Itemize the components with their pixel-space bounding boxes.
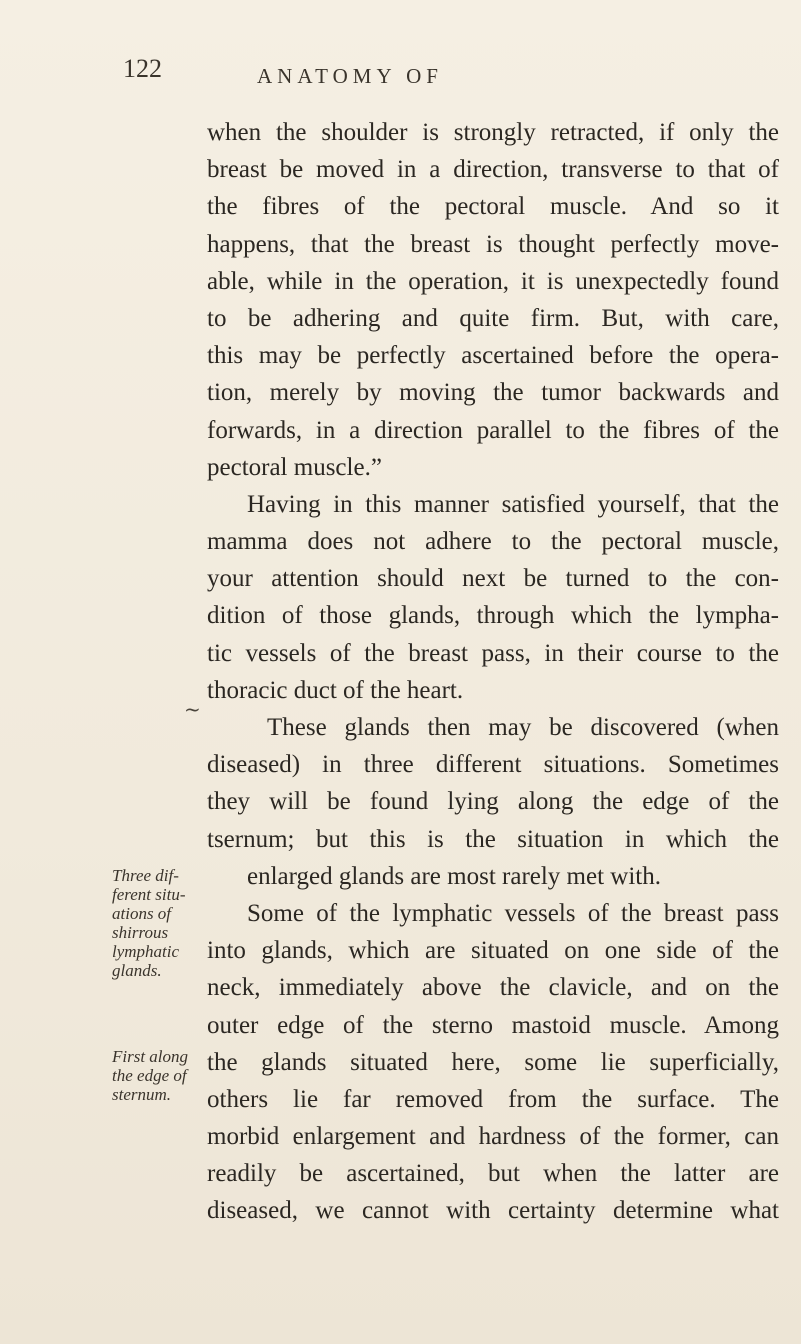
text-line: diseased, we cannot with certainty determine what xyxy=(207,1197,779,1225)
text-line: diseased) in three different situations. Sometimes xyxy=(207,751,779,779)
text-line: the glands situated here, some lie superficially, xyxy=(207,1048,779,1076)
text-line: breast be moved in a direction, transverse to that of xyxy=(207,156,779,184)
text-line: tsernum; but this is the situation in which the xyxy=(207,825,779,853)
text-line: when the shoulder is strongly retracted, if only the xyxy=(207,119,779,146)
text-line: into glands, which are situated on one side of the xyxy=(207,937,779,965)
text-line: to be adhering and quite firm. But, with care, xyxy=(207,304,779,332)
text-line: morbid enlargement and hardness of the former, can xyxy=(207,1123,779,1151)
text-line: These glands then may be discovered (when xyxy=(267,714,779,741)
text-line: this may be perfectly ascertained before the opera- xyxy=(207,342,779,370)
page-number: 122 xyxy=(123,54,162,83)
margin-tick-mark: ~ xyxy=(184,697,201,721)
text-line: dition of those glands, through which the lympha- xyxy=(207,602,779,630)
text-line: readily be ascertained, but when the latter are xyxy=(207,1160,779,1188)
text-line: able, while in the operation, it is unexpectedly found xyxy=(207,267,779,295)
text-line: tion, merely by moving the tumor backwards and xyxy=(207,379,779,407)
margin-note-first-along-sternum: First along the edge of sternum. xyxy=(112,1047,189,1104)
text-line: others lie far removed from the surface. The xyxy=(207,1085,779,1113)
running-head: ANATOMY OF xyxy=(257,64,443,88)
text-line: enlarged glands are most rarely met with. xyxy=(247,862,661,890)
text-line: thoracic duct of the heart. xyxy=(207,676,464,704)
text-line: forwards, in a direction parallel to the fibres of the xyxy=(207,416,779,444)
text-line: your attention should next be turned to the con- xyxy=(207,565,779,593)
text-line: pectoral muscle.” xyxy=(207,453,382,481)
body-text xyxy=(207,114,779,1230)
text-line: neck, immediately above the clavicle, and on the xyxy=(207,974,779,1002)
text-line: tic vessels of the breast pass, in their course to the xyxy=(207,639,779,667)
text-line: happens, that the breast is thought perfectly move- xyxy=(207,230,779,258)
text-line: Some of the lymphatic vessels of the breast pass xyxy=(247,899,779,927)
text-line: outer edge of the sterno mastoid muscle. Among xyxy=(207,1011,779,1039)
text-line: Having in this manner satisfied yourself, that the xyxy=(247,490,779,518)
margin-note-three-situations: Three dif- ferent situ- ations of shirrous lymphatic glands. xyxy=(112,866,186,980)
text-line: the fibres of the pectoral muscle. And so it xyxy=(207,193,779,221)
text-line: they will be found lying along the edge of the xyxy=(207,788,779,816)
text-line: mamma does not adhere to the pectoral muscle, xyxy=(207,528,779,556)
